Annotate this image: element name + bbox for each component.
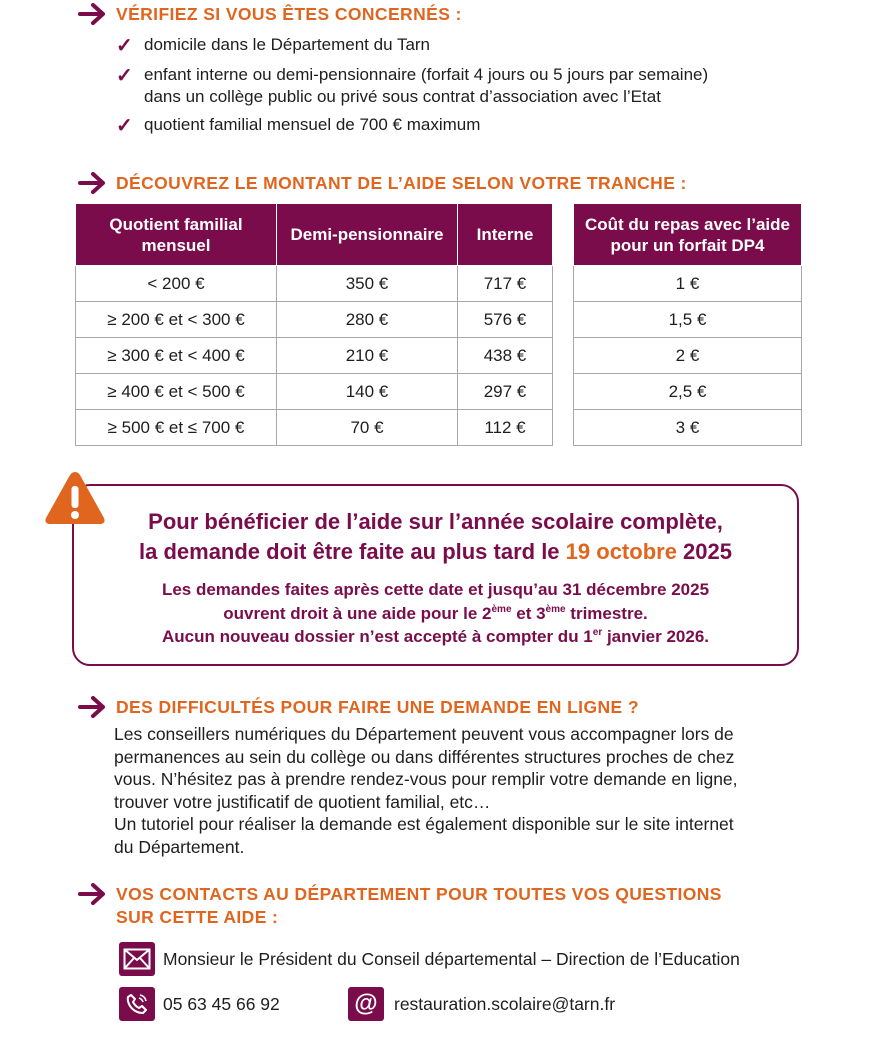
table-row [76, 410, 553, 446]
table-cell: 438 € [458, 338, 553, 374]
table-cell: ≥ 500 € et ≤ 700 € [76, 410, 277, 446]
table-cell: ≥ 400 € et < 500 € [76, 374, 277, 410]
contact-mail [119, 942, 740, 976]
table-row [76, 374, 553, 410]
help-paragraph: Les conseillers numériques du Département peuvent vous accompagner lors de permanences au sein du collège ou dans différentes structures proches de chez vous. N’hésitez pas à prendre rendez-vous pour remplir votre demande en ligne, trouver votre justificatif de quotient familial, etc… Un tutoriel pour réaliser la demande est également disponible sur le site internet du Département. [114, 724, 738, 857]
email-link[interactable]: restauration.scolaire@tarn.fr [394, 993, 616, 1014]
section-heading-eligibility [78, 3, 462, 27]
at-icon: @ [348, 987, 384, 1021]
arrow-right-icon [78, 170, 108, 196]
eligibility-list [116, 34, 816, 144]
column-header: Coût du repas avec l’aide pour un forfait DP4 [574, 204, 802, 266]
column-header: Quotient familial mensuel [76, 204, 277, 266]
table-cell: ≥ 300 € et < 400 € [76, 338, 277, 374]
checkmark-icon: ✓ [116, 65, 133, 87]
warning-icon [43, 469, 107, 527]
table-cell: 2 € [574, 338, 802, 374]
deadline-date: 19 octobre [565, 539, 677, 564]
table-cell: 1 € [574, 266, 802, 302]
table-row [574, 302, 802, 338]
notice-title: Pour bénéficier de l’aide sur l’année scolaire complète, la demande doit être faite au plus tard le 19 octobre 2025 [139, 509, 732, 564]
phone-icon [119, 987, 155, 1021]
section-heading-amount [78, 172, 687, 196]
section-heading-contacts [78, 883, 722, 929]
table-cell: ≥ 200 € et < 300 € [76, 302, 277, 338]
meal-cost-table [573, 203, 802, 446]
table-cell: 576 € [458, 302, 553, 338]
envelope-icon [119, 942, 155, 976]
list-item [116, 114, 816, 138]
mail-address-text: Monsieur le Président du Conseil départemental – Direction de l’Education [163, 948, 740, 969]
heading-text: DES DIFFICULTÉS POUR FAIRE UNE DEMANDE EN LIGNE ? [116, 697, 639, 717]
list-item [116, 64, 816, 108]
checkmark-icon: ✓ [116, 35, 133, 57]
aid-amount-table [75, 203, 553, 446]
table-row [574, 410, 802, 446]
table-cell: 297 € [458, 374, 553, 410]
table-cell: 112 € [458, 410, 553, 446]
list-item-text: quotient familial mensuel de 700 € maximum [144, 115, 481, 134]
heading-text: DÉCOUVREZ LE MONTANT DE L’AIDE SELON VOTRE TRANCHE : [116, 173, 687, 193]
table-cell: 2,5 € [574, 374, 802, 410]
table-row [76, 302, 553, 338]
table-cell: 70 € [277, 410, 458, 446]
table-row [574, 338, 802, 374]
table-cell: 350 € [277, 266, 458, 302]
list-item-text: enfant interne ou demi-pensionnaire (forfait 4 jours ou 5 jours par semaine) dans un collège public ou privé sous contrat d’association avec l’Etat [144, 65, 709, 106]
table-row [76, 338, 553, 374]
contact-phone [119, 987, 280, 1021]
table-cell: 140 € [277, 374, 458, 410]
notice-details: Les demandes faites après cette date et jusqu’au 31 décembre 2025 ouvrent droit à une aide pour le 2ème et 3ème trimestre. Aucun nouveau dossier n’est accepté à compter du 1er janvier 2026. [161, 580, 710, 646]
section-heading-help [78, 696, 639, 720]
table-cell: 280 € [277, 302, 458, 338]
heading-text: VOS CONTACTS AU DÉPARTEMENT POUR TOUTES VOS QUESTIONS SUR CETTE AIDE : [116, 884, 722, 927]
contact-email [348, 987, 615, 1021]
table-cell: 1,5 € [574, 302, 802, 338]
arrow-right-icon [78, 694, 108, 720]
table-cell: < 200 € [76, 266, 277, 302]
heading-text: VÉRIFIEZ SI VOUS ÊTES CONCERNÉS : [116, 4, 462, 24]
column-header: Interne [458, 204, 553, 266]
arrow-right-icon [78, 1, 108, 27]
table-cell: 717 € [458, 266, 553, 302]
table-row [574, 266, 802, 302]
arrow-right-icon [78, 881, 108, 907]
column-header: Demi-pensionnaire [277, 204, 458, 266]
table-cell: 210 € [277, 338, 458, 374]
table-row [574, 374, 802, 410]
list-item-text: domicile dans le Département du Tarn [144, 35, 431, 54]
table-row [76, 266, 553, 302]
list-item [116, 34, 816, 58]
checkmark-icon: ✓ [116, 115, 133, 137]
deadline-notice-box [72, 484, 799, 666]
table-cell: 3 € [574, 410, 802, 446]
phone-number[interactable]: 05 63 45 66 92 [163, 993, 280, 1014]
